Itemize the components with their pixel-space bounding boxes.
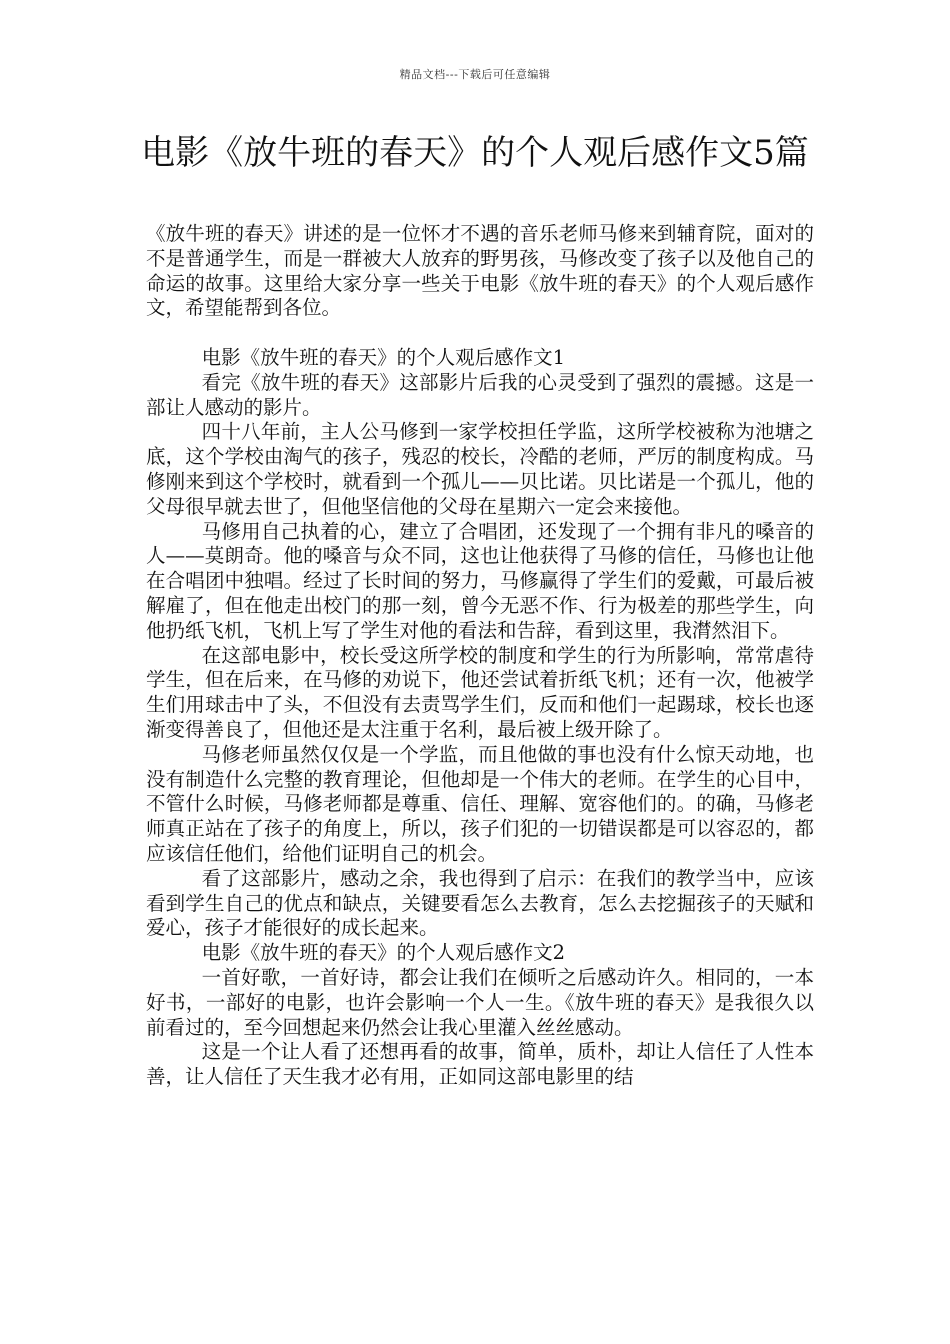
essay-1-paragraph: 马修用自己执着的心，建立了合唱团，还发现了一个拥有非凡的嗓音的人——莫朗奇。他的嗓音与众不同，这也让他获得了马修的信任，马修也让他在合唱团中独唱。经过了长时间的努力，马修赢得了学生们的爱戴，可最后被解雇了，但在他走出校门的那一刻，曾今无恶不作、行为极差的那些学生，向他扔纸飞机，飞机上写了学生对他的看法和告辞，看到这里，我潸然泪下。: [146, 519, 814, 642]
header-note: 精品文档---下载后可任意编辑: [399, 68, 551, 81]
essay-1-heading: 电影《放牛班的春天》的个人观后感作文1: [201, 345, 565, 369]
essay-1-paragraph: 看了这部影片，感动之余，我也得到了启示：在我们的教学当中，应该看到学生自己的优点和缺点，关键要看怎么去教育，怎么去挖掘孩子的天赋和爱心，孩子才能很好的成长起来。: [146, 866, 814, 940]
essay-2-paragraph: 这是一个让人看了还想再看的故事，简单，质朴，却让人信任了人性本善，让人信任了天生我才必有用，正如同这部电影里的结: [146, 1040, 814, 1089]
document-title: 电影《放牛班的春天》的个人观后感作文5篇: [141, 133, 809, 173]
essay-2-heading: 电影《放牛班的春天》的个人观后感作文2: [201, 941, 565, 965]
essay-1-paragraph: 马修老师虽然仅仅是一个学监，而且他做的事也没有什么惊天动地，也没有制造什么完整的教育理论，但他却是一个伟大的老师。在学生的心目中，不管什么时候，马修老师都是尊重、信任、理解、宽容他们的。的确，马修老师真正站在了孩子的角度上，所以，孩子们犯的一切错误都是可以容忍的，都应该信任他们，给他们证明自己的机会。: [146, 742, 814, 865]
essay-1-paragraph: 四十八年前，主人公马修到一家学校担任学监，这所学校被称为池塘之底，这个学校由淘气的孩子，残忍的校长，冷酷的老师，严厉的制度构成。马修刚来到这个学校时，就看到一个孤儿——贝比诺。贝比诺是一个孤儿，他的父母很早就去世了，但他坚信他的父母在星期六一定会来接他。: [146, 420, 814, 518]
intro-paragraph: 《放牛班的春天》讲述的是一位怀才不遇的音乐老师马修来到辅育院，面对的不是普通学生，而是一群被大人放弃的野男孩，马修改变了孩子以及他自己的命运的故事。这里给大家分享一些关于电影《放牛班的春天》的个人观后感作文，希望能帮到各位。: [146, 222, 814, 320]
document-body: [146, 222, 814, 1090]
essay-1-paragraph: 在这部电影中，校长受这所学校的制度和学生的行为所影响，常常虐待学生，但在后来，在马修的劝说下，他还尝试着折纸飞机；还有一次，他被学生们用球击中了头，不但没有去责骂学生们，反而和他们一起踢球，校长也逐渐变得善良了，但他还是太注重于名利，最后被上级开除了。: [146, 643, 814, 741]
essay-2-paragraph: 一首好歌，一首好诗，都会让我们在倾听之后感动许久。相同的，一本好书，一部好的电影，也许会影响一个人一生。《放牛班的春天》是我很久以前看过的，至今回想起来仍然会让我心里灌入丝丝感动。: [146, 965, 814, 1039]
essay-1-paragraph: 看完《放牛班的春天》这部影片后我的心灵受到了强烈的震撼。这是一部让人感动的影片。: [146, 370, 814, 419]
